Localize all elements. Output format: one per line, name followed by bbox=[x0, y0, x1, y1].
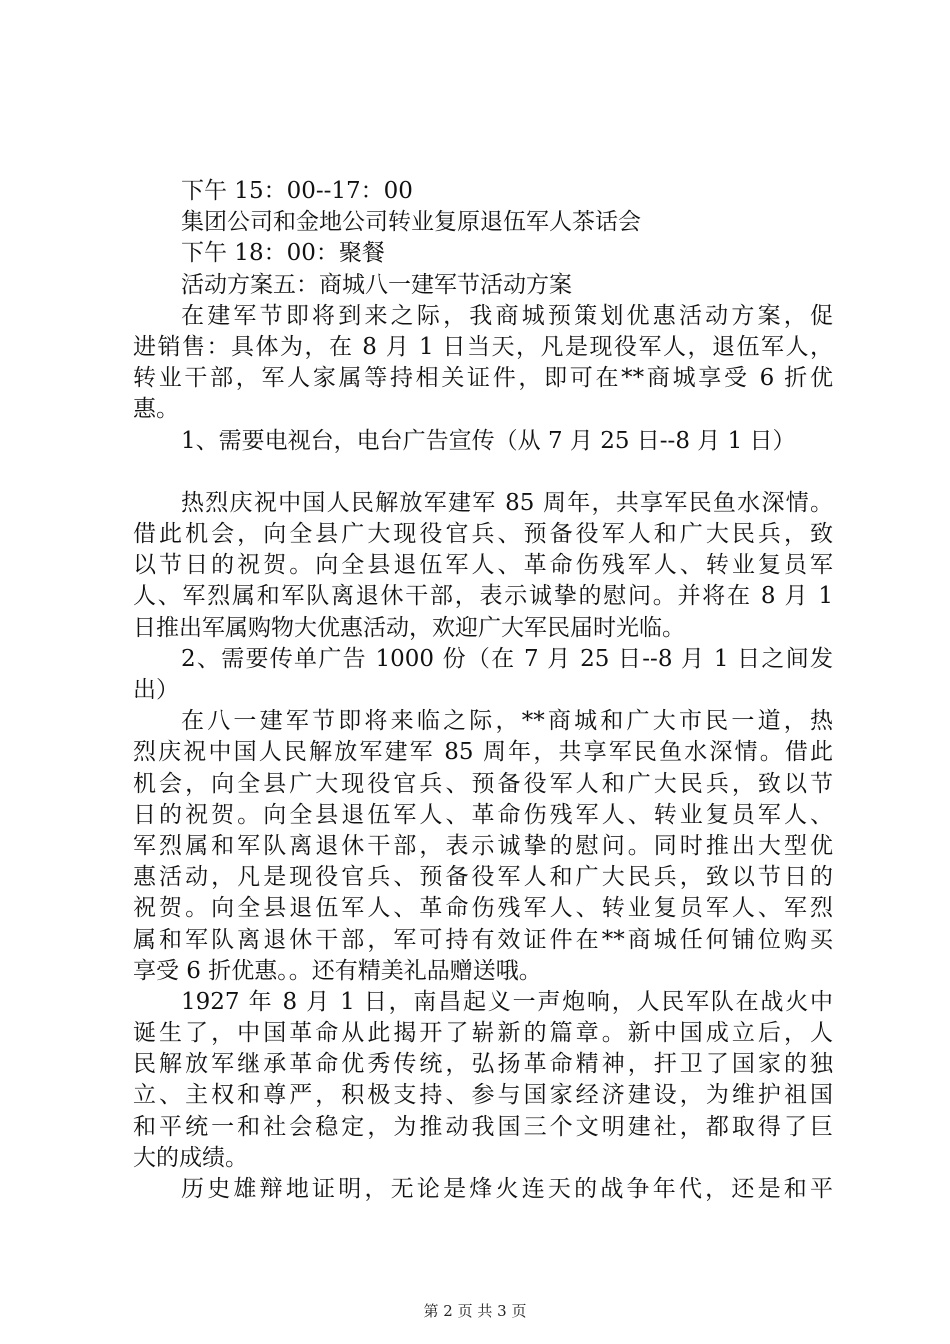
text-line: 民解放军继承革命优秀传统，弘扬革命精神，扞卫了国家的独 bbox=[133, 1051, 833, 1078]
text-line: 下午 15：00--17：00 bbox=[181, 178, 413, 204]
text-line: 出） bbox=[133, 677, 179, 703]
text-line: 在建军节即将到来之际，我商城预策划优惠活动方案，促 bbox=[181, 302, 833, 329]
text-line: 进销售：具体为，在 8 月 1 日当天，凡是现役军人，退伍军人， bbox=[133, 333, 833, 360]
text-line: 历史雄辩地证明，无论是烽火连天的战争年代，还是和平 bbox=[181, 1176, 833, 1202]
text-line: 祝贺。向全县退伍军人、革命伤残军人、转业复员军人、军烈 bbox=[133, 895, 833, 922]
text-line: 2、需要传单广告 1000 份（在 7 月 25 日--8 月 1 日之间发 bbox=[181, 645, 833, 672]
text-line: 以节日的祝贺。向全县退伍军人、革命伤残军人、转业复员军 bbox=[133, 552, 833, 579]
text-line: 日的祝贺。向全县退伍军人、革命伤残军人、转业复员军人、 bbox=[133, 801, 833, 828]
text-line: 集团公司和金地公司转业复原退伍军人茶话会 bbox=[181, 209, 641, 236]
text-line: 1927 年 8 月 1 日，南昌起义一声炮响，人民军队在战火中 bbox=[181, 988, 833, 1015]
text-line: 借此机会，向全县广大现役官兵、预备役军人和广大民兵，致 bbox=[133, 521, 833, 548]
text-line: 大的成绩。 bbox=[133, 1144, 248, 1171]
text-line: 烈庆祝中国人民解放军建军 85 周年，共享军民鱼水深情。借此 bbox=[133, 739, 833, 766]
text-line: 下午 18：00：聚餐 bbox=[181, 240, 385, 267]
text-line: 活动方案五：商城八一建军节活动方案 bbox=[181, 271, 572, 298]
text-line: 惠。 bbox=[133, 396, 179, 423]
text-line: 机会，向全县广大现役官兵、预备役军人和广大民兵，致以节 bbox=[133, 770, 833, 797]
text-line: 1、需要电视台，电台广告宣传（从 7 月 25 日--8 月 1 日） bbox=[181, 427, 796, 454]
blank-line bbox=[133, 457, 833, 488]
text-line: 在八一建军节即将来临之际，**商城和广大市民一道，热 bbox=[181, 708, 833, 735]
text-line: 诞生了，中国革命从此揭开了崭新的篇章。新中国成立后，人 bbox=[133, 1020, 833, 1047]
text-line: 立、主权和尊严，积极支持、参与国家经济建设，为维护祖国 bbox=[133, 1082, 833, 1109]
document-body bbox=[133, 176, 833, 1205]
text-line: 属和军队离退休干部，军可持有效证件在**商城任何铺位购买 bbox=[133, 926, 833, 953]
text-line: 享受 6 折优惠。。还有精美礼品赠送哦。 bbox=[133, 957, 542, 984]
text-line: 惠活动，凡是现役官兵、预备役军人和广大民兵，致以节日的 bbox=[133, 864, 833, 891]
text-line: 日推出军属购物大优惠活动，欢迎广大军民届时光临。 bbox=[133, 614, 685, 641]
text-line: 和平统一和社会稳定，为推动我国三个文明建社，都取得了巨 bbox=[133, 1113, 833, 1140]
text-line: 转业干部，军人家属等持相关证件，即可在**商城享受 6 折优 bbox=[133, 365, 833, 392]
text-line: 人、军烈属和军队离退休干部，表示诚挚的慰问。并将在 8 月 1 bbox=[133, 583, 833, 610]
text-line: 热烈庆祝中国人民解放军建军 85 周年，共享军民鱼水深情。 bbox=[181, 489, 833, 516]
page-footer: 第 2 页 共 3 页 bbox=[423, 1302, 527, 1320]
text-line: 军烈属和军队离退休干部，表示诚挚的慰问。同时推出大型优 bbox=[133, 832, 833, 859]
